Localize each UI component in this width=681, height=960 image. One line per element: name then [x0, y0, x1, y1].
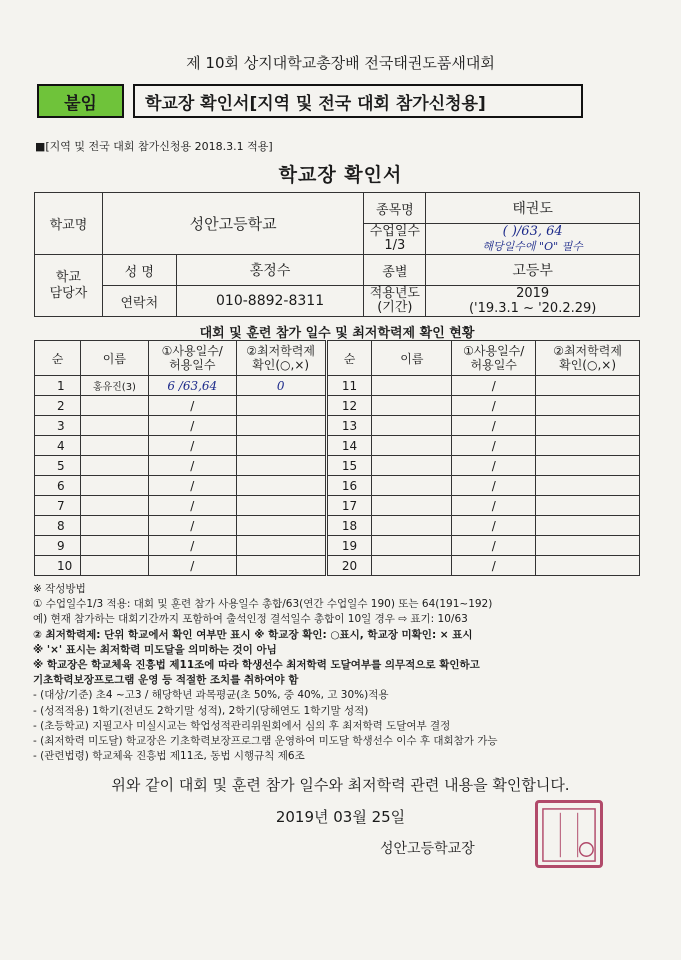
- row-days-right: /: [452, 416, 536, 436]
- row-days: /: [148, 536, 236, 556]
- row-name-right: [372, 556, 452, 576]
- year-value: 2019 ('19.3.1 ~ '20.2.29): [426, 286, 640, 317]
- row-no-right: 17: [326, 496, 372, 516]
- row-name: [80, 516, 148, 536]
- days-value: ( )/63, 64 해당일수에 "O" 필수: [426, 224, 640, 255]
- table-row: [35, 456, 640, 476]
- row-min: [236, 396, 326, 416]
- row-days-right: /: [452, 496, 536, 516]
- row-days: /: [148, 456, 236, 476]
- row-days-right: /: [452, 436, 536, 456]
- row-days: /: [148, 516, 236, 536]
- col-min-right: ②최저학력제 확인(○,×): [536, 341, 640, 376]
- row-min-right: [536, 516, 640, 536]
- contact-value: 010-8892-8311: [176, 286, 364, 317]
- row-min: [236, 436, 326, 456]
- row-min: 0: [236, 376, 326, 396]
- table-row: [35, 556, 640, 576]
- row-name-right: [372, 436, 452, 456]
- row-name: [80, 416, 148, 436]
- row-days: /: [148, 556, 236, 576]
- school-label: 학교명: [35, 193, 103, 255]
- instruction-line: - (최저학력 미도달) 학교장은 기초학력보장프로그램 운영하여 미도달 학생선수 이수 후 대회참가 가능: [33, 735, 498, 748]
- row-min: [236, 556, 326, 576]
- row-name-right: [372, 476, 452, 496]
- days-label: 수업일수 1/3: [364, 224, 426, 255]
- row-name-right: [372, 516, 452, 536]
- row-no: 8: [35, 516, 81, 536]
- row-no-right: 12: [326, 396, 372, 416]
- row-days: /: [148, 436, 236, 456]
- name-label: 성 명: [102, 255, 176, 286]
- table-row: [35, 436, 640, 456]
- row-name: [80, 436, 148, 456]
- row-name: [80, 496, 148, 516]
- participation-title: 대회 및 훈련 참가 일수 및 최저학력제 확인 현황: [199, 326, 475, 341]
- row-name-right: [372, 456, 452, 476]
- row-no-right: 16: [326, 476, 372, 496]
- row-min-right: [536, 536, 640, 556]
- col-days-right: ①사용일수/ 허용일수: [452, 341, 536, 376]
- col-name: 이름: [80, 341, 148, 376]
- row-days: /: [148, 416, 236, 436]
- principal-name: 성안고등학교장: [380, 841, 475, 857]
- row-no-right: 14: [326, 436, 372, 456]
- staff-label: 학교 담당자: [35, 255, 103, 317]
- sport-label: 종목명: [364, 193, 426, 224]
- row-name-right: [372, 536, 452, 556]
- row-days-right: /: [452, 516, 536, 536]
- instruction-line: 예) 현재 참가하는 대회기간까지 포함하여 출석인정 결석일수 총합이 10일 경우 ⇨ 표기: 10/63: [33, 613, 468, 626]
- signature-date: 2019년 03월 25일: [275, 808, 406, 826]
- row-days-right: /: [452, 456, 536, 476]
- row-min-right: [536, 496, 640, 516]
- row-days-right: /: [452, 536, 536, 556]
- table-row: [35, 536, 640, 556]
- row-min-right: [536, 396, 640, 416]
- document-title: 학교장 확인서[지역 및 전국 대회 참가신청용]: [133, 84, 583, 118]
- col-min: ②최저학력제 확인(○,×): [236, 341, 326, 376]
- row-no-right: 11: [326, 376, 372, 396]
- col-name-right: 이름: [372, 341, 452, 376]
- instruction-line: - (대상/기준) 초4 ~고3 / 해당학년 과목평균(초 50%, 중 40%, 고 30%)적용: [33, 689, 389, 702]
- table-row: [35, 516, 640, 536]
- row-no-right: 15: [326, 456, 372, 476]
- row-name-right: [372, 416, 452, 436]
- confirmation-statement: 위와 같이 대회 및 훈련 참가 일수와 최저학력 관련 내용을 확인합니다.: [111, 776, 570, 794]
- row-min-right: [536, 556, 640, 576]
- row-no: 7: [35, 496, 81, 516]
- table-row: [35, 496, 640, 516]
- seal-mark: [541, 806, 597, 864]
- row-no: 2: [35, 396, 81, 416]
- row-name-right: [372, 496, 452, 516]
- col-days: ①사용일수/ 허용일수: [148, 341, 236, 376]
- instruction-line: ② 최저학력제: 단위 학교에서 확인 여부만 표시 ※ 학교장 확인: ○표시, 학교장 미확인: × 표시: [33, 628, 473, 641]
- col-no: 순: [35, 341, 81, 376]
- row-min-right: [536, 436, 640, 456]
- school-name: 성안고등학교: [102, 193, 364, 255]
- school-info-table: [34, 192, 640, 317]
- row-days-right: /: [452, 556, 536, 576]
- instruction-line: 기초학력보장프로그램 운영 등 적절한 조치를 취하여야 함: [33, 674, 299, 687]
- row-no: 3: [35, 416, 81, 436]
- row-days: /: [148, 496, 236, 516]
- row-name: [80, 556, 148, 576]
- row-no-right: 13: [326, 416, 372, 436]
- instruction-line: ※ '×' 표시는 최저학력 미도달을 의미하는 것이 아님: [33, 643, 277, 656]
- row-min-right: [536, 476, 640, 496]
- row-min: [236, 536, 326, 556]
- row-min: [236, 516, 326, 536]
- col-no-right: 순: [326, 341, 372, 376]
- row-min: [236, 416, 326, 436]
- row-min-right: [536, 416, 640, 436]
- official-seal: [535, 800, 603, 868]
- row-no: 1: [35, 376, 81, 396]
- row-days: /: [148, 476, 236, 496]
- contact-label: 연락처: [102, 286, 176, 317]
- row-days: 6 /63,64: [148, 376, 236, 396]
- division-label: 종별: [364, 255, 426, 286]
- page-title: 학교장 확인서: [278, 164, 403, 186]
- row-no: 6: [35, 476, 81, 496]
- instruction-line: ① 수업일수1/3 적용: 대회 및 훈련 참가 사용일수 총합/63(연간 수업일수 190) 또는 64(191~192): [33, 598, 493, 611]
- row-no-right: 19: [326, 536, 372, 556]
- version-note: ■[지역 및 전국 대회 참가신청용 2018.3.1 적용]: [35, 140, 273, 153]
- instruction-line: ※ 학교장은 학교체육 진흥법 제11조에 따라 학생선수 최저학력 도달여부를 의무적으로 확인하고: [33, 659, 480, 672]
- row-name: [80, 476, 148, 496]
- row-min-right: [536, 376, 640, 396]
- instruction-line: - (관련법령) 학교체육 진흥법 제11조, 동법 시행규칙 제6조: [33, 750, 305, 763]
- instructions: [33, 582, 653, 764]
- row-min: [236, 496, 326, 516]
- row-no: 4: [35, 436, 81, 456]
- attachment-badge: 붙임: [37, 84, 124, 118]
- row-days: /: [148, 396, 236, 416]
- table-row: [35, 416, 640, 436]
- row-min-right: [536, 456, 640, 476]
- instruction-line: - (초등학교) 지필고사 미실시교는 학업성적관리위원회에서 심의 후 최저학력 도달여부 결정: [33, 719, 451, 732]
- row-name: [80, 456, 148, 476]
- year-label: 적용년도 (기간): [364, 286, 426, 317]
- row-no: 5: [35, 456, 81, 476]
- row-name: 홍유진(3): [80, 376, 148, 396]
- staff-name: 홍정수: [176, 255, 364, 286]
- row-name-right: [372, 396, 452, 416]
- event-title: 제 10회 상지대학교총장배 전국태권도품새대회: [186, 54, 495, 72]
- sport-value: 태권도: [426, 193, 640, 224]
- row-no-right: 20: [326, 556, 372, 576]
- table-row: [35, 476, 640, 496]
- division-value: 고등부: [426, 255, 640, 286]
- row-name-right: [372, 376, 452, 396]
- row-min: [236, 476, 326, 496]
- table-row: [35, 396, 640, 416]
- instruction-line: ※ 작성방법: [33, 583, 86, 595]
- row-days-right: /: [452, 476, 536, 496]
- row-no-right: 18: [326, 516, 372, 536]
- row-min: [236, 456, 326, 476]
- participation-table: [34, 340, 640, 576]
- row-no: 10: [35, 556, 81, 576]
- row-no: 9: [35, 536, 81, 556]
- row-name: [80, 536, 148, 556]
- row-days-right: /: [452, 396, 536, 416]
- instruction-line: - (성적적용) 1학기(전년도 2학기말 성적), 2학기(당해연도 1학기말 성적): [33, 704, 369, 717]
- table-row: [35, 376, 640, 396]
- row-name: [80, 396, 148, 416]
- row-days-right: /: [452, 376, 536, 396]
